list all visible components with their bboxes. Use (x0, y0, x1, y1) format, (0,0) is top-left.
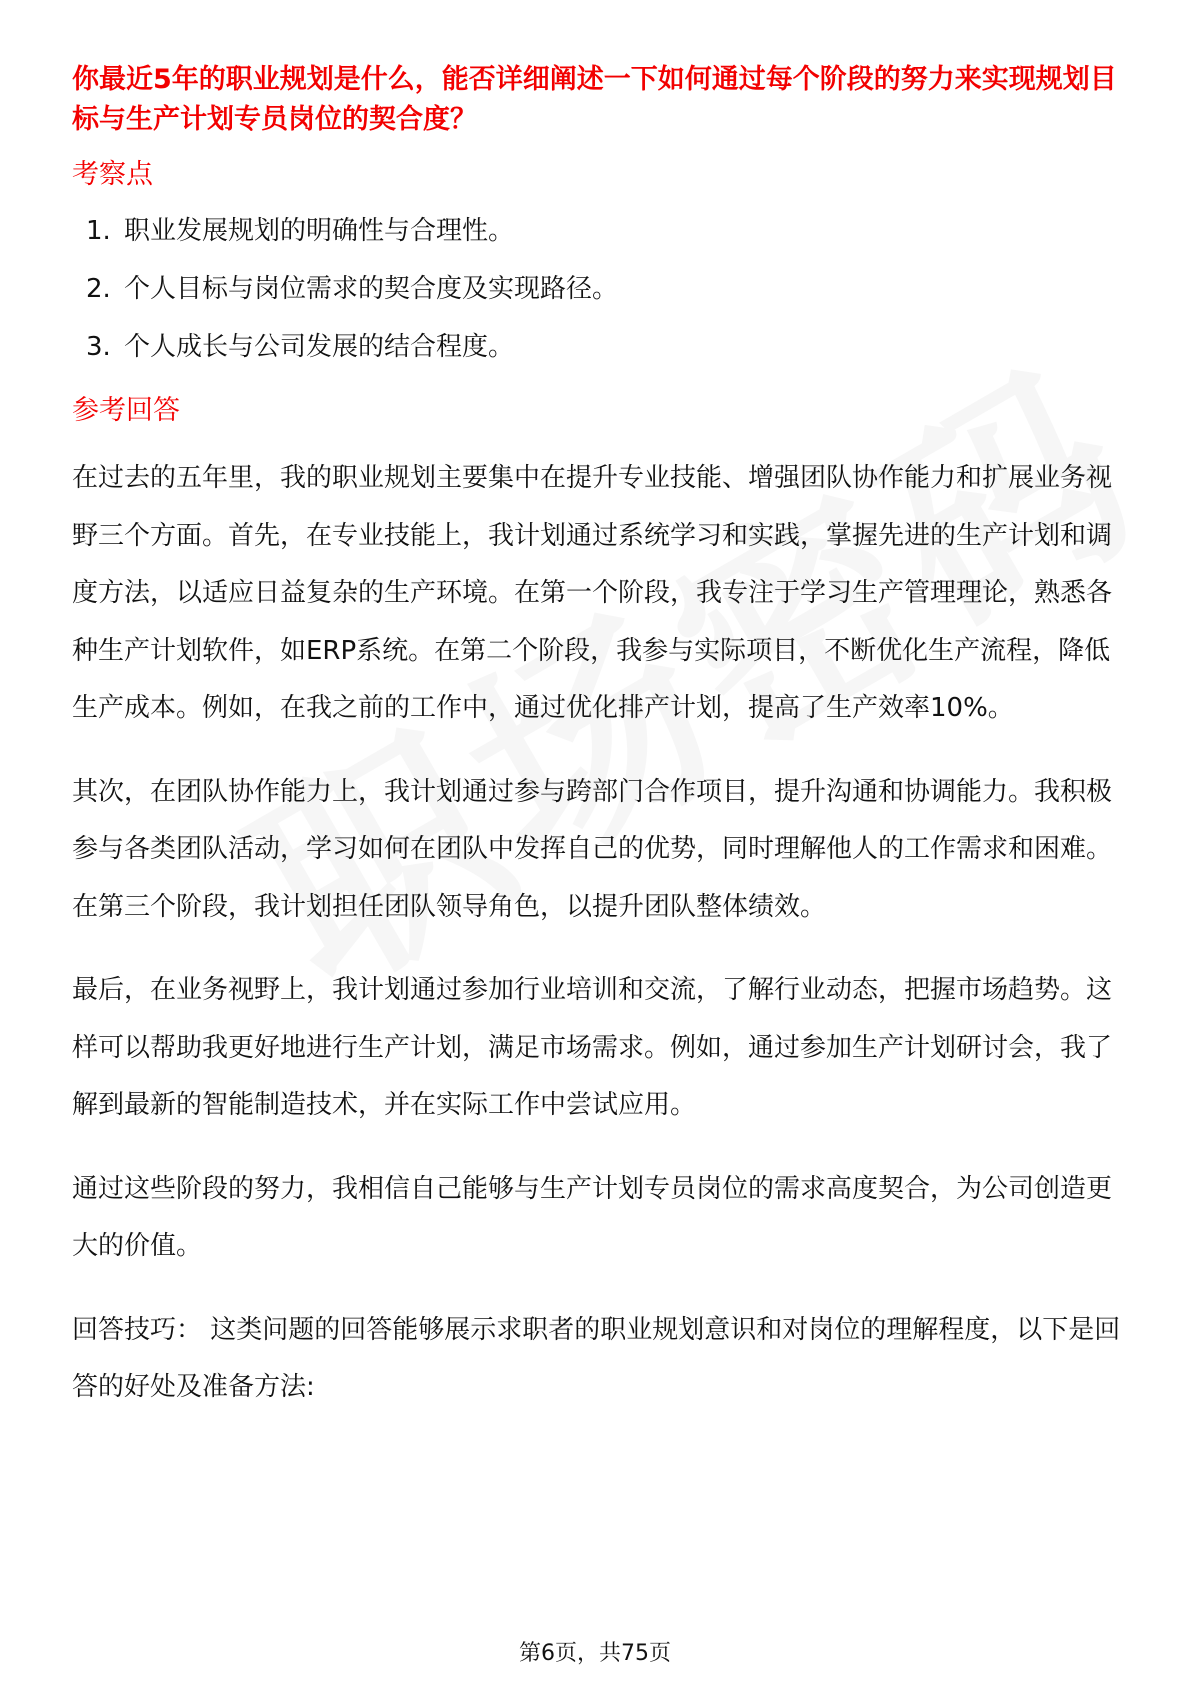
list-item (72, 330, 1122, 364)
list-item (72, 272, 1122, 306)
list-item-text: 个人目标与岗位需求的契合度及实现路径。 (124, 274, 619, 304)
page-number-footer: 第6页，共75页 (519, 1641, 671, 1666)
list-item (72, 214, 1122, 248)
answer-section-title: 参考回答 (72, 395, 180, 426)
answer-paragraph: 其次，在团队协作能力上，我计划通过参与跨部门合作项目，提升沟通和协调能力。我积极参与各类团队活动，学习如何在团队中发挥自己的优势，同时理解他人的工作需求和困难。在第三个阶段，我计划担任团队领导角色，以提升团队整体绩效。 (72, 776, 1113, 922)
points-section-title: 考察点 (72, 159, 153, 190)
document-page (72, 60, 1122, 1417)
list-item-number: 1. (86, 216, 111, 246)
list-item-number: 2. (86, 274, 111, 304)
points-list (72, 214, 1122, 364)
question-heading: 你最近5年的职业规划是什么，能否详细阐述一下如何通过每个阶段的努力来实现规划目标与生产计划专员岗位的契合度？ (72, 64, 1117, 135)
answer-paragraph: 通过这些阶段的努力，我相信自己能够与生产计划专员岗位的需求高度契合，为公司创造更大的价值。 (72, 1173, 1113, 1261)
answer-paragraph: 最后，在业务视野上，我计划通过参加行业培训和交流，了解行业动态，把握市场趋势。这样可以帮助我更好地进行生产计划，满足市场需求。例如，通过参加生产计划研讨会，我了解到最新的智能制造技术，并在实际工作中尝试应用。 (72, 975, 1113, 1120)
list-item-number: 3. (86, 332, 111, 362)
answer-paragraph: 在过去的五年里，我的职业规划主要集中在提升专业技能、增强团队协作能力和扩展业务视野三个方面。首先，在专业技能上，我计划通过系统学习和实践，掌握先进的生产计划和调度方法，以适应日益复杂的生产环境。在第一个阶段，我专注于学习生产管理理论，熟悉各种生产计划软件，如ERP系统。在第二个阶段，我参与实际项目，不断优化生产流程，降低生产成本。例如，在我之前的工作中，通过优化排产计划，提高了生产效率10%。 (72, 463, 1113, 723)
list-item-text: 个人成长与公司发展的结合程度。 (124, 332, 515, 362)
list-item-text: 职业发展规划的明确性与合理性。 (124, 216, 515, 246)
answer-tips-paragraph: 回答技巧： 这类问题的回答能够展示求职者的职业规划意识和对岗位的理解程度，以下是回答的好处及准备方法: (72, 1314, 1121, 1402)
